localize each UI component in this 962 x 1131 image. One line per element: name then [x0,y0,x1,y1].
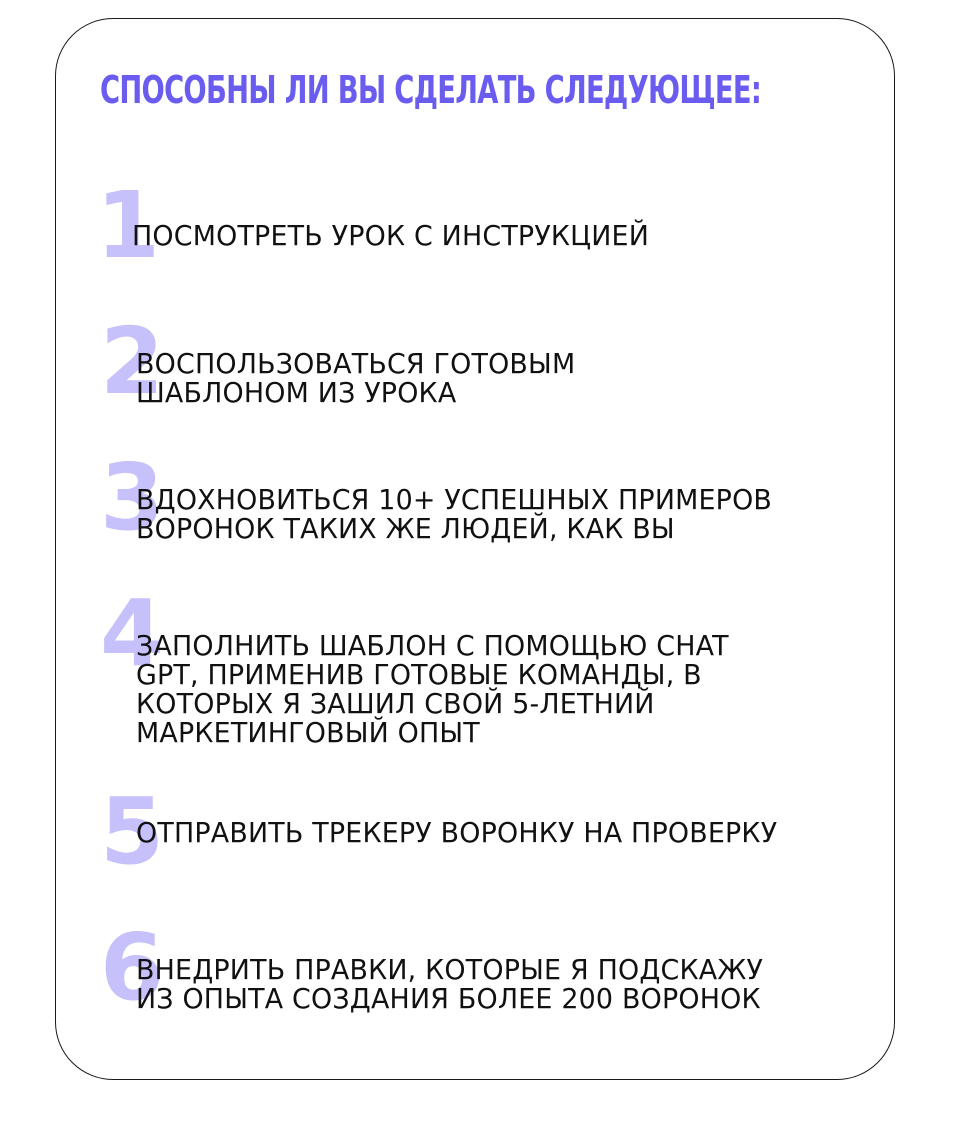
step-6-line-2: ИЗ ОПЫТА СОЗДАНИЯ БОЛЕЕ 200 ВОРОНОК [136,982,761,1015]
step-text-1 [132,221,649,250]
step-2-line-2: ШАБЛОНОМ ИЗ УРОКА [136,376,457,409]
step-number-5: 5 [100,778,161,885]
step-2-line-1: ВОСПОЛЬЗОВАТЬСЯ ГОТОВЫМ [136,347,576,380]
step-text-5 [136,818,777,847]
step-number-6: 6 [100,914,161,1021]
page-title: СПОСОБНЫ ЛИ ВЫ СДЕЛАТЬ СЛЕДУЮЩЕЕ: [100,68,762,112]
step-3-line-1: ВДОХНОВИТЬСЯ 10+ УСПЕШНЫХ ПРИМЕРОВ [136,483,773,516]
step-4-line-3: КОТОРЫХ Я ЗАШИЛ СВОЙ 5-ЛЕТНИЙ [136,687,655,720]
step-3-line-2: ВОРОНОК ТАКИХ ЖЕ ЛЮДЕЙ, КАК ВЫ [136,512,675,545]
step-text-4 [136,631,729,747]
step-text-6 [136,955,763,1013]
step-5-line-1: ОТПРАВИТЬ ТРЕКЕРУ ВОРОНКУ НА ПРОВЕРКУ [136,816,778,849]
step-4-line-2: GPT, ПРИМЕНИВ ГОТОВЫЕ КОМАНДЫ, В [136,658,702,691]
step-1-line-1: ПОСМОТРЕТЬ УРОК С ИНСТРУКЦИЕЙ [132,219,650,252]
step-6-line-1: ВНЕДРИТЬ ПРАВКИ, КОТОРЫЕ Я ПОДСКАЖУ [136,953,764,986]
checklist-card [55,18,895,1080]
step-number-4: 4 [100,580,161,687]
step-4-line-4: МАРКЕТИНГОВЫЙ ОПЫТ [136,716,480,749]
step-4-line-1: ЗАПОЛНИТЬ ШАБЛОН С ПОМОЩЬЮ CHAT [136,629,729,662]
step-number-2: 2 [100,308,161,415]
step-text-3 [136,485,772,543]
step-number-3: 3 [100,444,161,551]
step-number-1: 1 [96,172,157,279]
step-text-2 [136,349,575,407]
